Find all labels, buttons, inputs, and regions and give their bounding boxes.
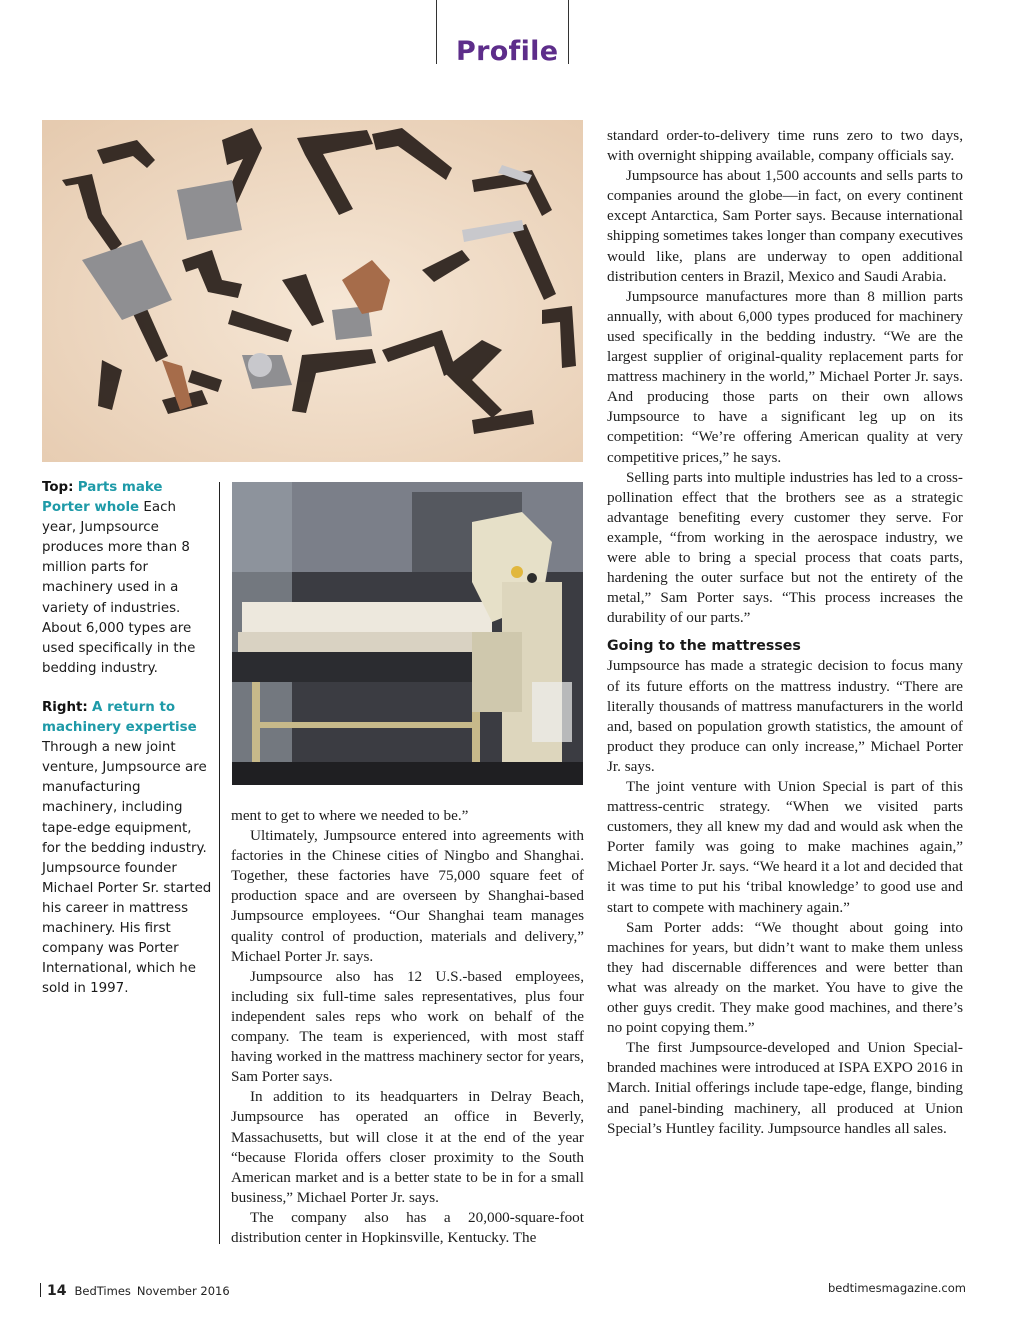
caption-right-body: Through a new joint venture, Jumpsource are manufacturing machinery, including tape-edge equipment, for the bedding industry. Jumpsource founder Michael Porter Sr. started his career in mattress machinery. His first company was Porter International, which he sold in 1997. bbox=[42, 740, 212, 997]
caption-top bbox=[42, 478, 214, 679]
paragraph: In addition to its headquarters in Delray Beach, Jumpsource has operated an office in Beverly, Massachusetts, but will close it at the end of the year “because Florida offers closer proximity to the South American market and is a better state to be in for a small business,” Michael Porter Jr. says. bbox=[231, 1088, 584, 1206]
footer-bar bbox=[40, 1283, 41, 1297]
footer-folio bbox=[40, 1283, 230, 1299]
mattress-machine-illustration bbox=[232, 482, 583, 785]
subhead: Going to the mattresses bbox=[607, 638, 801, 655]
photo-machine-parts bbox=[42, 120, 583, 462]
caption-top-headline: Parts make Porter whole bbox=[42, 480, 163, 516]
paragraph: The first Jumpsource-developed and Union Special-branded machines were introduced at ISPA EXPO 2016 in March. Initial offerings include tape-edge, flange, binding and panel-binding machinery, all produced at Union Special’s Huntley facility. Jumpsource handles all sales. bbox=[607, 1039, 963, 1137]
caption-top-body: Each year, Jumpsource produces more than 8 million parts for machinery used in a variety of industries. About 6,000 types are used specifically in the bedding industry. bbox=[42, 500, 196, 676]
caption-right bbox=[42, 698, 214, 999]
caption-right-headline: A return to machinery expertise bbox=[42, 700, 197, 736]
caption-divider bbox=[219, 482, 220, 1244]
header-rule-right bbox=[568, 0, 569, 64]
caption-right-lead: Right: bbox=[42, 700, 88, 715]
header-rule-left bbox=[436, 0, 437, 64]
paragraph: The joint venture with Union Special is part of this mattress-centric strategy. “When we visited parts customers, they all knew my dad and would ask when the Porter family was going to make machines again,” Michael Porter Jr. says. “We heard it a lot and decided that it was time to put his ‘tribal knowledge’ to good use and start to compete with machinery again.” bbox=[607, 778, 963, 916]
caption-top-lead: Top: bbox=[42, 480, 74, 495]
paragraph: Jumpsource has made a strategic decision to focus many of its future efforts on the mattress industry. “There are literally thousands of mattress manufacturers in the world and, based on population growth statistics, the amount of product they produce can only increase,” Michael Porter Jr. says. bbox=[607, 657, 963, 775]
paragraph: Ultimately, Jumpsource entered into agreements with factories in the Chinese cities of Ningbo and Shanghai. Together, these factories have 75,000 square feet of production space and are overseen by Shanghai-based Jumpsource employees. “Our Shanghai team manages quality control of production, materials and delivery,” Michael Porter Jr. says. bbox=[231, 827, 584, 965]
paragraph: standard order-to-delivery time runs zero to two days, with overnight shipping available, company officials say. bbox=[607, 127, 963, 165]
footer-website[interactable]: bedtimesmagazine.com bbox=[827, 1281, 966, 1295]
magazine-name: BedTimes bbox=[74, 1284, 131, 1298]
photo-mattress-machine bbox=[232, 482, 583, 785]
machine-parts-illustration bbox=[42, 120, 583, 462]
paragraph: Jumpsource also has 12 U.S.-based employees, including six full-time sales representatives, plus four independent sales reps who work on behalf of the company. The team is experienced, with most staff having worked in the mattress machinery sector for years, Sam Porter says. bbox=[231, 967, 584, 1086]
column-right bbox=[607, 126, 963, 1139]
paragraph: Jumpsource manufactures more than 8 million parts annually, with about 6,000 types produced for machinery used specifically in the bedding industry. “We are the largest supplier of original-quality replacement parts for mattress machinery in the world,” Michael Porter Jr. says. And producing those parts on their own allows Jumpsource to have a significant leg up on its competition: “We’re offering American quality at very competitive prices,” he says. bbox=[607, 287, 963, 466]
section-title: Profile bbox=[456, 36, 559, 67]
paragraph: Jumpsource has about 1,500 accounts and sells parts to companies around the globe—in fact, on every continent except Antarctica, Sam Porter says. Because international shipping sometimes takes longer than company executives would like, plans are underway to open additional distribution centers in Brazil, Mexico and Saudi Arabia. bbox=[607, 167, 963, 285]
paragraph: Sam Porter adds: “We thought about going into machines for years, but didn’t want to make them unless they had discernable differences and were better than what was already on the market. You have to give the other guys credit. They make good machines, and there’s no point copying them.” bbox=[607, 918, 963, 1037]
page-number: 14 bbox=[47, 1283, 67, 1299]
paragraph: ment to get to where we needed to be.” bbox=[231, 807, 469, 824]
column-middle bbox=[231, 806, 584, 1248]
paragraph: The company also has a 20,000-square-foot distribution center in Hopkinsville, Kentucky. The bbox=[231, 1208, 584, 1246]
paragraph: Selling parts into multiple industries has led to a cross-pollination effect that the brothers see as a strategic advantage benefiting every customer they serve. For example, “from working in the aerospace industry, we were able to bring a special process that coats parts, hardening the outer surface but not the entirety of the metal,” Sam Porter says. “This process increases the durability of our parts.” bbox=[607, 468, 963, 627]
issue-date: November 2016 bbox=[136, 1284, 230, 1298]
